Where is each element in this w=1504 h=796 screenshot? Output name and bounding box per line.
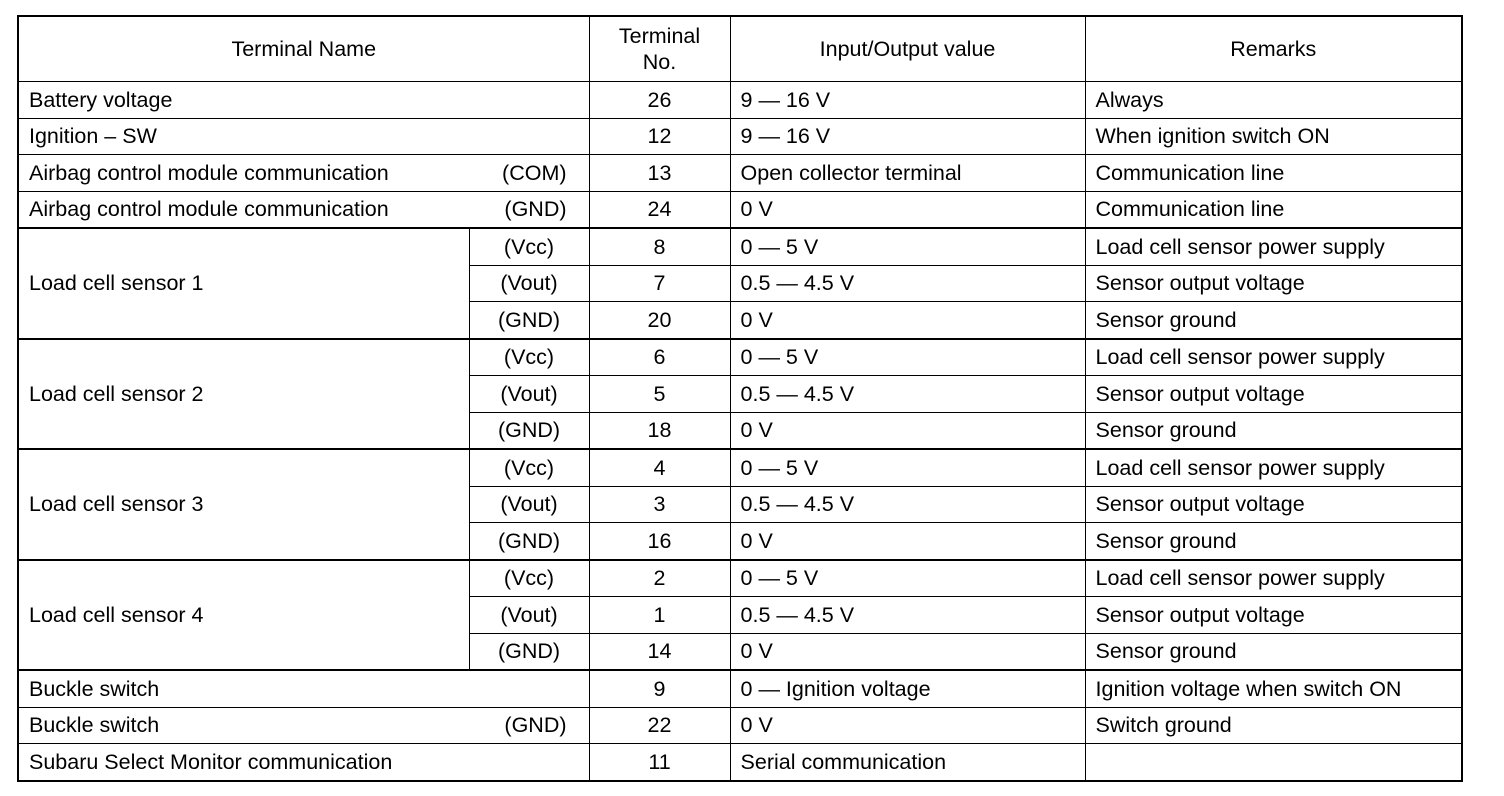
terminal-no: 3 [589, 486, 730, 523]
header-terminal-no-line2: No. [642, 50, 677, 74]
remark: Sensor output voltage [1085, 486, 1462, 523]
terminal-name: Airbag control module communication [29, 160, 389, 185]
remark: Load cell sensor power supply [1085, 339, 1462, 376]
terminal-name: Subaru Select Monitor communication [29, 749, 393, 774]
terminal-name-cell [18, 118, 589, 155]
terminal-no: 13 [589, 155, 730, 192]
io-value: 0.5 — 4.5 V [730, 265, 1085, 302]
io-value: 0 V [730, 707, 1085, 744]
table-row [18, 707, 1462, 744]
pin-label: (GND) [469, 523, 589, 560]
io-value: 0 — 5 V [730, 228, 1085, 265]
remark: Sensor output voltage [1085, 597, 1462, 634]
terminal-no: 9 [589, 670, 730, 707]
terminal-name-cell [18, 155, 589, 192]
table-row [18, 744, 1462, 781]
table-row [18, 118, 1462, 155]
terminal-name-cell [18, 744, 589, 781]
io-value: 0 V [730, 412, 1085, 449]
remark: Sensor ground [1085, 302, 1462, 339]
pin-label: (Vout) [469, 265, 589, 302]
remark: Communication line [1085, 191, 1462, 228]
sensor-name: Load cell sensor 1 [18, 228, 469, 339]
terminal-name-cell [18, 82, 589, 119]
io-value: 0.5 — 4.5 V [730, 597, 1085, 634]
header-row [18, 16, 1462, 82]
terminal-no: 11 [589, 744, 730, 781]
io-value: 0 V [730, 523, 1085, 560]
io-value: 0 — 5 V [730, 339, 1085, 376]
pin-label: (GND) [469, 302, 589, 339]
table-row [18, 191, 1462, 228]
pin-label: (COM) [502, 160, 567, 185]
remark: Sensor ground [1085, 523, 1462, 560]
io-value: 0.5 — 4.5 V [730, 376, 1085, 413]
io-value: Serial communication [730, 744, 1085, 781]
pin-label: (Vout) [469, 486, 589, 523]
terminal-no: 14 [589, 633, 730, 670]
header-io-value: Input/Output value [730, 16, 1085, 82]
io-value: 0 — 5 V [730, 449, 1085, 486]
remark: Sensor output voltage [1085, 376, 1462, 413]
remark: Load cell sensor power supply [1085, 560, 1462, 597]
remark: Load cell sensor power supply [1085, 449, 1462, 486]
pin-label: (Vcc) [469, 339, 589, 376]
terminal-no: 22 [589, 707, 730, 744]
remark: Sensor ground [1085, 412, 1462, 449]
terminal-name: Buckle switch [29, 713, 160, 738]
table-row [18, 449, 1462, 486]
terminal-no: 1 [589, 597, 730, 634]
terminal-no: 24 [589, 191, 730, 228]
remark: When ignition switch ON [1085, 118, 1462, 155]
io-value: 0 V [730, 302, 1085, 339]
terminal-no: 4 [589, 449, 730, 486]
remark: Ignition voltage when switch ON [1085, 670, 1462, 707]
terminal-no: 8 [589, 228, 730, 265]
table-row [18, 82, 1462, 119]
pin-label: (GND) [504, 197, 567, 222]
pin-label: (Vout) [469, 597, 589, 634]
io-value: 0 V [730, 633, 1085, 670]
terminal-no: 16 [589, 523, 730, 560]
remark: Sensor output voltage [1085, 265, 1462, 302]
pin-label: (GND) [469, 412, 589, 449]
table-row [18, 155, 1462, 192]
sensor-name: Load cell sensor 2 [18, 339, 469, 450]
terminal-name: Buckle switch [29, 676, 160, 701]
remark: Always [1085, 82, 1462, 119]
pin-label: (GND) [469, 633, 589, 670]
header-terminal-name: Terminal Name [18, 16, 589, 82]
terminal-name-cell [18, 670, 589, 707]
io-value: 0 — Ignition voltage [730, 670, 1085, 707]
sensor-name: Load cell sensor 3 [18, 449, 469, 560]
io-value: 9 — 16 V [730, 118, 1085, 155]
io-value: 0 V [730, 191, 1085, 228]
terminal-no: 6 [589, 339, 730, 376]
table-row [18, 228, 1462, 265]
terminal-name: Battery voltage [29, 87, 173, 112]
table-row [18, 339, 1462, 376]
io-value: 9 — 16 V [730, 82, 1085, 119]
terminal-name-cell [18, 707, 589, 744]
terminal-table [17, 15, 1463, 782]
sensor-name: Load cell sensor 4 [18, 560, 469, 671]
terminal-name: Airbag control module communication [29, 197, 389, 222]
header-remarks: Remarks [1085, 16, 1462, 82]
table-row [18, 670, 1462, 707]
remark: Communication line [1085, 155, 1462, 192]
terminal-no: 2 [589, 560, 730, 597]
header-terminal-no-line1: Terminal [618, 24, 701, 48]
terminal-no: 20 [589, 302, 730, 339]
pin-label: (Vcc) [469, 228, 589, 265]
terminal-name-cell [18, 191, 589, 228]
terminal-no: 12 [589, 118, 730, 155]
io-value: 0 — 5 V [730, 560, 1085, 597]
pin-label: (GND) [504, 713, 567, 738]
terminal-no: 7 [589, 265, 730, 302]
io-value: 0.5 — 4.5 V [730, 486, 1085, 523]
remark: Switch ground [1085, 707, 1462, 744]
terminal-no: 5 [589, 376, 730, 413]
pin-label: (Vcc) [469, 449, 589, 486]
remark: Load cell sensor power supply [1085, 228, 1462, 265]
pin-label: (Vout) [469, 376, 589, 413]
remark [1085, 744, 1462, 781]
io-value: Open collector terminal [730, 155, 1085, 192]
terminal-no: 18 [589, 412, 730, 449]
terminal-name: Ignition – SW [29, 124, 157, 149]
table-row [18, 560, 1462, 597]
remark: Sensor ground [1085, 633, 1462, 670]
header-terminal-no [589, 16, 730, 82]
terminal-no: 26 [589, 82, 730, 119]
pin-label: (Vcc) [469, 560, 589, 597]
